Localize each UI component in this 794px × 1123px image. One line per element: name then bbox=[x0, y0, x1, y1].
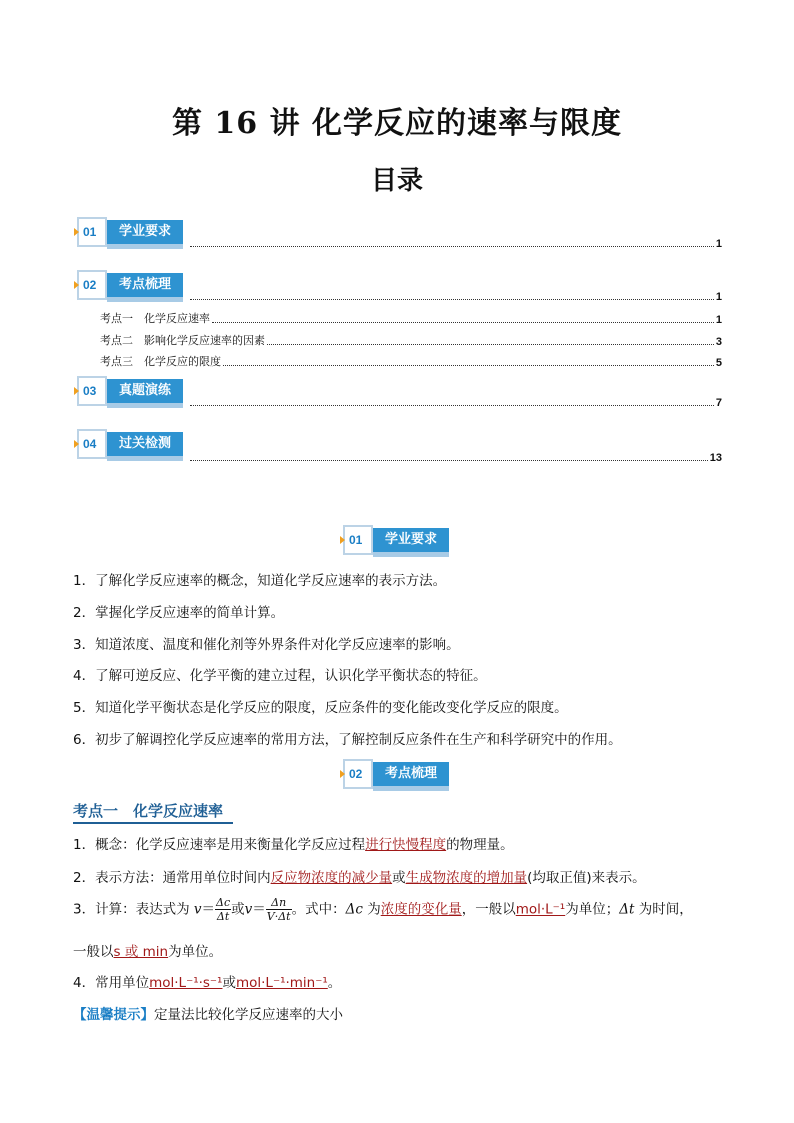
toc-subitem-2[interactable]: 考点二 影响化学反应速率的因素 3 bbox=[100, 334, 722, 348]
toc-row-section-04[interactable] bbox=[188, 452, 722, 464]
document-title: 第 16 讲 化学反应的速率与限度 bbox=[171, 106, 623, 141]
answer-blank: mol·L⁻¹ bbox=[515, 901, 566, 918]
answer-blank: mol·L⁻¹·min⁻¹ bbox=[235, 975, 328, 991]
toc-subitem-3[interactable]: 考点三 化学反应的限度 5 bbox=[100, 355, 722, 369]
arrow-marker-icon bbox=[74, 281, 79, 289]
paragraph-representation: 2．表示方法：通常用单位时间内反应物浓度的减少量或生成物浓度的增加量(均取正值)来表示。 bbox=[73, 870, 646, 886]
toc-row-section-01[interactable] bbox=[188, 238, 722, 250]
requirement-item: 3．知道浓度、温度和催化剂等外界条件对化学反应速率的影响。 bbox=[73, 637, 460, 653]
answer-blank: 进行快慢程度 bbox=[365, 837, 447, 853]
paragraph-concept: 1．概念：化学反应速率是用来衡量化学反应过程进行快慢程度的物理量。 bbox=[73, 837, 514, 853]
toc-subitem-1[interactable]: 考点一 化学反应速率 1 bbox=[100, 312, 722, 326]
toc-page-number: 7 bbox=[715, 397, 722, 409]
toc-badge-04[interactable]: 04 过关检测 bbox=[77, 429, 187, 463]
toc-title: 目录 bbox=[370, 166, 423, 196]
paragraph-units: 4．常用单位mol·L⁻¹·s⁻¹或mol·L⁻¹·min⁻¹。 bbox=[73, 975, 342, 991]
toc-badge-01[interactable]: 01 学业要求 bbox=[77, 217, 187, 251]
section-badge-01: 01 学业要求 bbox=[343, 525, 453, 559]
toc-page-number: 1 bbox=[715, 291, 722, 303]
section-badge-02: 02 考点梳理 bbox=[343, 759, 453, 793]
formula-fraction: $\frac{\Delta c}{\Delta t}$ bbox=[216, 896, 231, 923]
arrow-marker-icon bbox=[74, 440, 79, 448]
arrow-marker-icon bbox=[74, 387, 79, 395]
arrow-marker-icon bbox=[340, 770, 345, 778]
arrow-marker-icon bbox=[74, 228, 79, 236]
heading-underline bbox=[73, 822, 233, 824]
toc-badge-02[interactable]: 02 考点梳理 bbox=[77, 270, 187, 304]
answer-blank: 生成物浓度的增加量 bbox=[405, 870, 528, 886]
requirement-item: 1．了解化学反应速率的概念，知道化学反应速率的表示方法。 bbox=[73, 573, 447, 589]
toc-row-section-03[interactable] bbox=[188, 397, 722, 409]
paragraph-calculation-line2: 一般以s 或 min为单位。 bbox=[73, 944, 223, 960]
requirement-item: 2．掌握化学反应速率的简单计算。 bbox=[73, 605, 285, 621]
answer-blank: 反应物浓度的减少量 bbox=[270, 870, 393, 886]
requirement-item: 5．知道化学平衡状态是化学反应的限度，反应条件的变化能改变化学反应的限度。 bbox=[73, 700, 568, 716]
formula-fraction: $\frac{\Delta n}{V\cdot\Delta t}$ bbox=[266, 896, 291, 923]
requirement-item: 4．了解可逆反应、化学平衡的建立过程，认识化学平衡状态的特征。 bbox=[73, 668, 487, 684]
answer-blank: mol·L⁻¹·s⁻¹ bbox=[149, 975, 223, 991]
toc-page-number: 1 bbox=[715, 238, 722, 250]
arrow-marker-icon bbox=[340, 536, 345, 544]
toc-row-section-02[interactable] bbox=[188, 291, 722, 303]
paragraph-calculation: 3．计算：表达式为 v＝ $\frac{\Delta c}{\Delta t}$ 或v＝ $\frac{\Delta n}{V\cdot\Delta t}$ 。式中：Δc 为浓度的变化量，一般以mol·L⁻¹为单位；Δt 为时间， bbox=[73, 896, 693, 923]
section-heading: 考点一 化学反应速率 bbox=[73, 802, 224, 820]
answer-blank: s 或 min bbox=[113, 944, 169, 960]
toc-page-number: 13 bbox=[709, 452, 722, 464]
requirement-item: 6．初步了解调控化学反应速率的常用方法，了解控制反应条件在生产和科学研究中的作用。 bbox=[73, 732, 622, 748]
toc-badge-03[interactable]: 03 真题演练 bbox=[77, 376, 187, 410]
tip-note: 【温馨提示】定量法比较化学反应速率的大小 bbox=[73, 1007, 343, 1023]
answer-blank: 浓度的变化量 bbox=[380, 901, 462, 918]
tip-tag: 【温馨提示】 bbox=[73, 1007, 154, 1023]
